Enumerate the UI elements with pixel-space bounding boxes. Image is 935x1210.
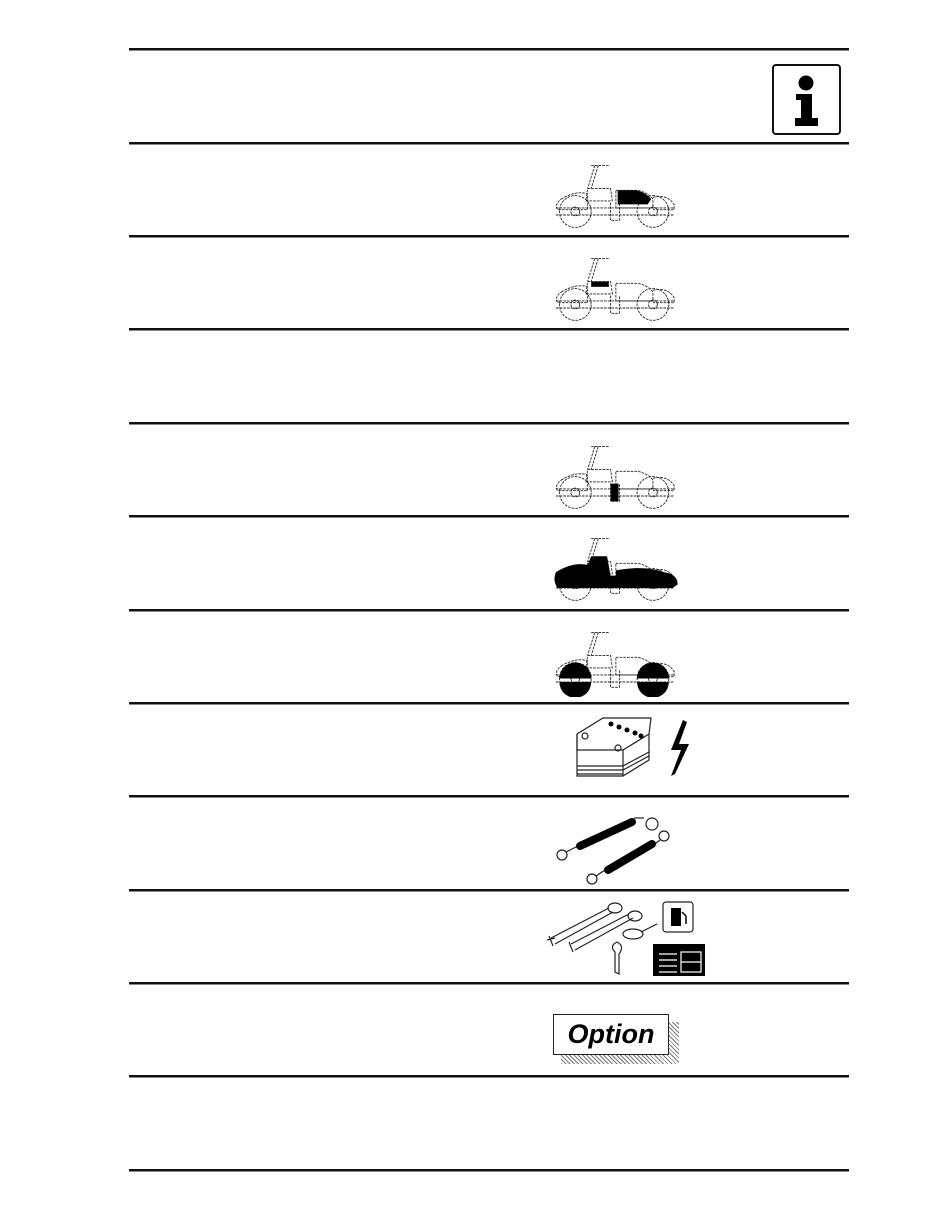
hydraulic-hoses-icon — [552, 810, 682, 886]
row-divider — [129, 889, 849, 892]
tools-fuel-keys-plate-icon — [545, 898, 710, 980]
row-divider — [129, 515, 849, 518]
roller-cab-highlight-icon — [540, 248, 690, 323]
info-icon — [772, 64, 841, 135]
row-divider — [129, 795, 849, 798]
roller-drums-highlight-icon — [540, 622, 690, 697]
option-label-icon — [553, 1014, 683, 1066]
row-divider — [129, 609, 849, 612]
row-divider — [129, 235, 849, 238]
row-divider — [129, 982, 849, 985]
roller-engine-highlight-icon — [540, 155, 690, 230]
roller-frame-highlight-icon — [540, 528, 690, 603]
option-text: Option — [553, 1014, 669, 1055]
empty-row — [129, 331, 849, 424]
row-divider — [129, 142, 849, 145]
row-divider — [129, 48, 849, 51]
roller-articulation-highlight-icon — [540, 436, 690, 511]
empty-row — [129, 1078, 849, 1171]
row-divider — [129, 702, 849, 705]
battery-electrical-icon — [565, 712, 695, 788]
